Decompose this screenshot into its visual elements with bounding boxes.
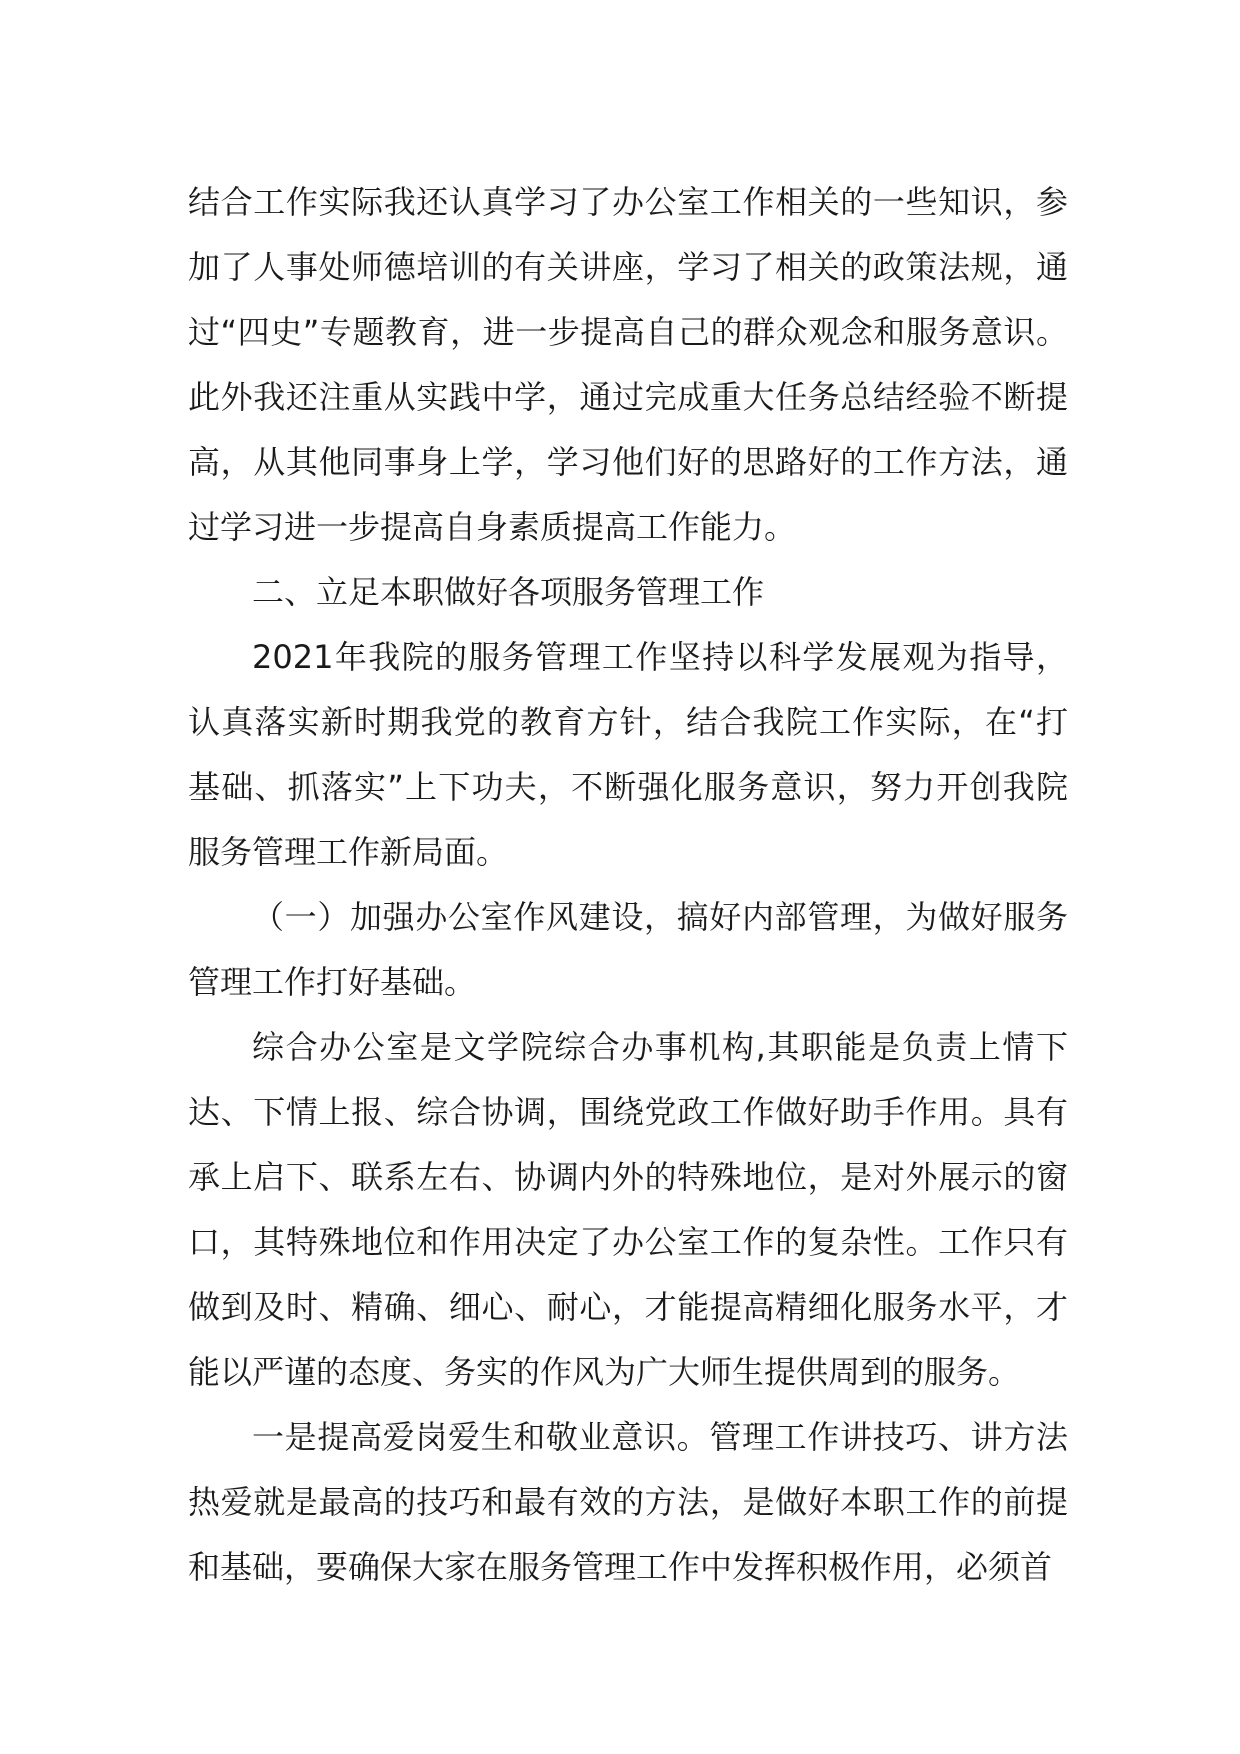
subsection-heading-1: （一）加强办公室作风建设，搞好内部管理，为做好服务管理工作打好基础。: [188, 898, 1068, 1001]
paragraph-office-role: 综合办公室是文学院综合办事机构,其职能是负责上情下达、下情上报、综合协调，围绕党政工作做好助手作用。具有承上启下、联系左右、协调内外的特殊地位，是对外展示的窗口，其特殊地位和作用决定了办公室工作的复杂性。工作只有做到及时、精确、细心、耐心，才能提高精细化服务水平，才能以严谨的态度、务实的作风为广大师生提供周到的服务。: [188, 1028, 1068, 1391]
document-body: [188, 170, 1068, 1600]
section-heading-2: 二、立足本职做好各项服务管理工作: [252, 573, 765, 611]
paragraph-2021-overview: 2021年我院的服务管理工作坚持以科学发展观为指导，认真落实新时期我党的教育方针，结合我院工作实际，在“打基础、抓落实”上下功夫，不断强化服务意识，努力开创我院服务管理工作新局面。: [188, 638, 1068, 871]
paragraph-dedication: 一是提高爱岗爱生和敬业意识。管理工作讲技巧、讲方法热爱就是最高的技巧和最有效的方法，是做好本职工作的前提和基础，要确保大家在服务管理工作中发挥积极作用，必须首: [188, 1418, 1068, 1586]
paragraph-study: 结合工作实际我还认真学习了办公室工作相关的一些知识，参加了人事处师德培训的有关讲座，学习了相关的政策法规，通过“四史”专题教育，进一步提高自己的群众观念和服务意识。此外我还注重从实践中学，通过完成重大任务总结经验不断提高，从其他同事身上学，学习他们好的思路好的工作方法，通过学习进一步提高自身素质提高工作能力。: [188, 183, 1068, 546]
